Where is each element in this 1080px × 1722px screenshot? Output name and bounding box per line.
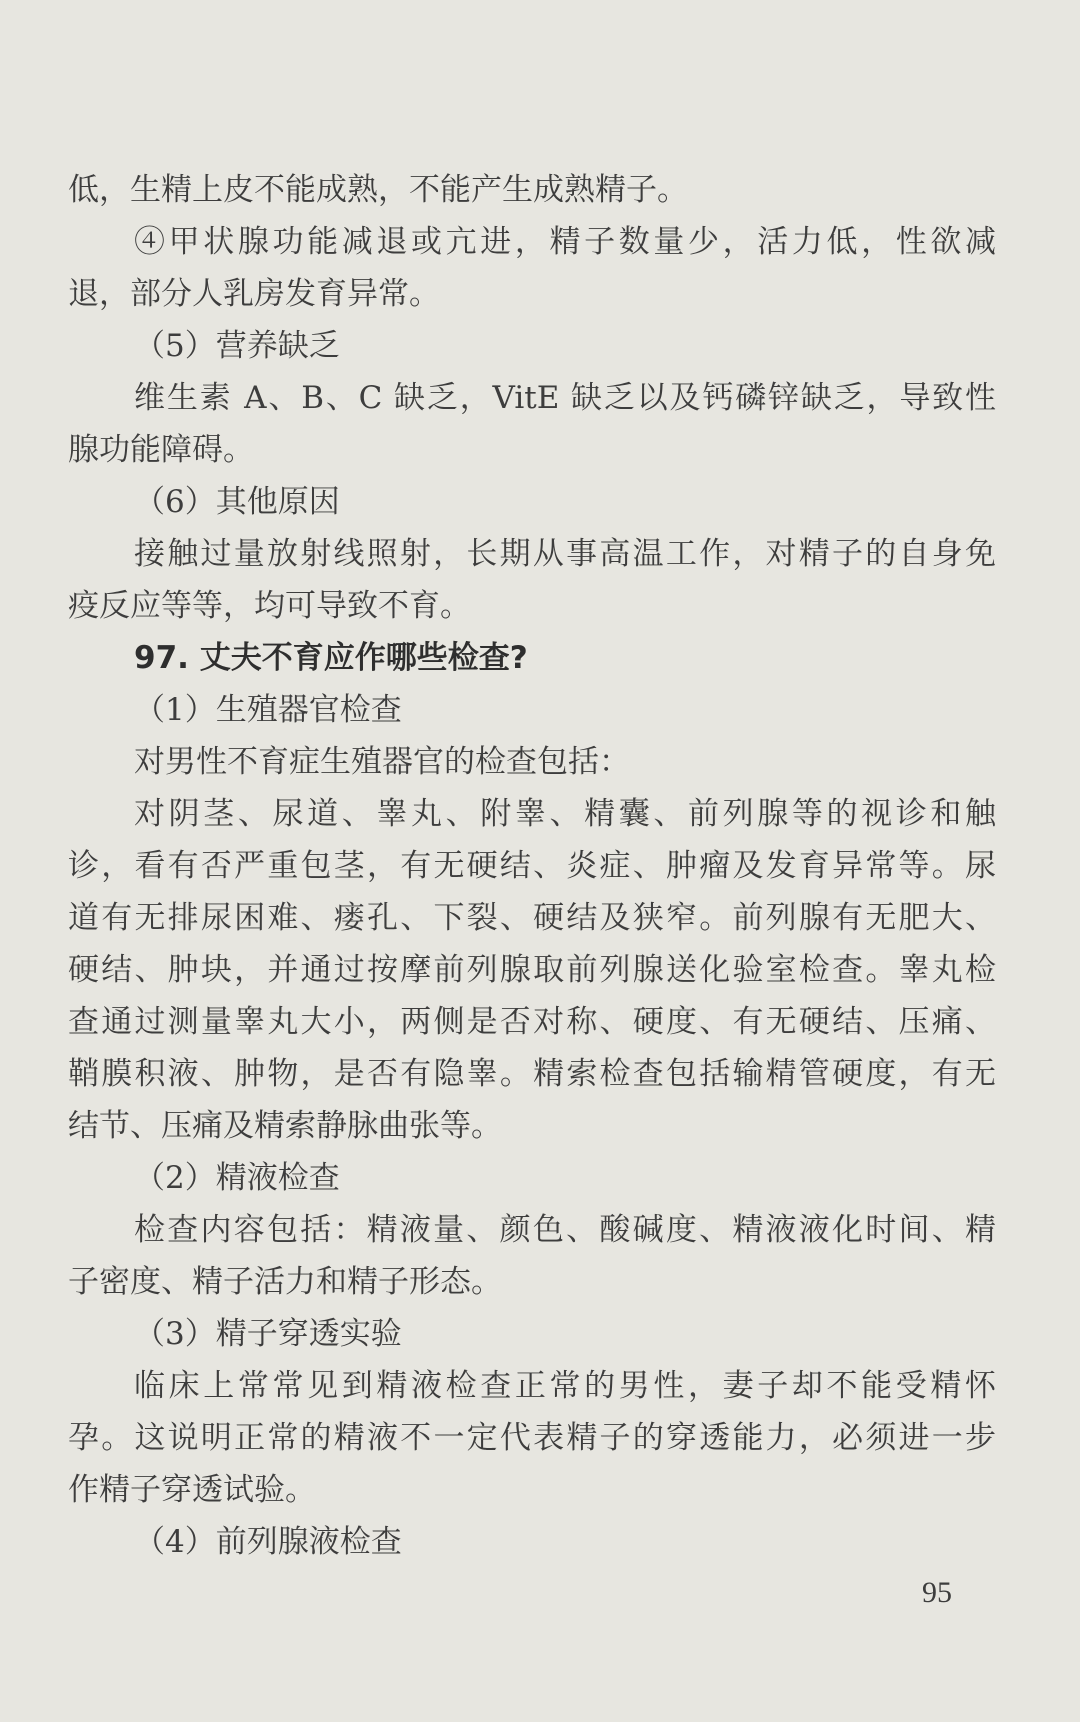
text-line: 诊，看有否严重包茎，有无硬结、炎症、肿瘤及发育异常等。尿	[68, 848, 996, 884]
text-line: 临床上常常见到精液检查正常的男性，妻子却不能受精怀	[134, 1368, 996, 1404]
text-line: 疫反应等等，均可导致不育。	[68, 588, 471, 624]
text-line: 子密度、精子活力和精子形态。	[68, 1264, 502, 1300]
text-line: 退，部分人乳房发育异常。	[68, 276, 440, 312]
text-line: 查通过测量睾丸大小，两侧是否对称、硬度、有无硬结、压痛、	[68, 1004, 996, 1040]
text-line: 低，生精上皮不能成熟，不能产生成熟精子。	[68, 172, 688, 208]
text-line: 腺功能障碍。	[68, 432, 254, 468]
text-line: 对男性不育症生殖器官的检查包括：	[134, 744, 630, 780]
text-line: 孕。这说明正常的精液不一定代表精子的穿透能力，必须进一步	[68, 1420, 996, 1456]
body-text	[68, 164, 996, 1568]
text-line: 对阴茎、尿道、睾丸、附睾、精囊、前列腺等的视诊和触	[134, 796, 996, 832]
text-line: （5）营养缺乏	[134, 328, 340, 364]
text-line: （6）其他原因	[134, 484, 340, 520]
text-line: ④甲状腺功能减退或亢进，精子数量少，活力低，性欲减	[134, 224, 996, 260]
text-line: 检查内容包括：精液量、颜色、酸碱度、精液液化时间、精	[134, 1212, 996, 1248]
section-heading: 97. 丈夫不育应作哪些检查?	[134, 640, 528, 676]
text-line: 结节、压痛及精索静脉曲张等。	[68, 1108, 502, 1144]
text-line: （3）精子穿透实验	[134, 1316, 402, 1352]
text-line: （1）生殖器官检查	[134, 692, 402, 728]
text-line: 鞘膜积液、肿物，是否有隐睾。精索检查包括输精管硬度，有无	[68, 1056, 996, 1092]
page-number: 95	[922, 1576, 952, 1609]
text-line: 作精子穿透试验。	[68, 1472, 316, 1508]
text-line: （2）精液检查	[134, 1160, 340, 1196]
text-line: 维生素 A、B、C 缺乏，VitE 缺乏以及钙磷锌缺乏，导致性	[134, 380, 996, 416]
text-line: 接触过量放射线照射，长期从事高温工作，对精子的自身免	[134, 536, 996, 572]
text-line: 硬结、肿块，并通过按摩前列腺取前列腺送化验室检查。睾丸检	[68, 952, 996, 988]
text-line: 道有无排尿困难、瘘孔、下裂、硬结及狭窄。前列腺有无肥大、	[68, 900, 996, 936]
text-line: （4）前列腺液检查	[134, 1524, 402, 1560]
